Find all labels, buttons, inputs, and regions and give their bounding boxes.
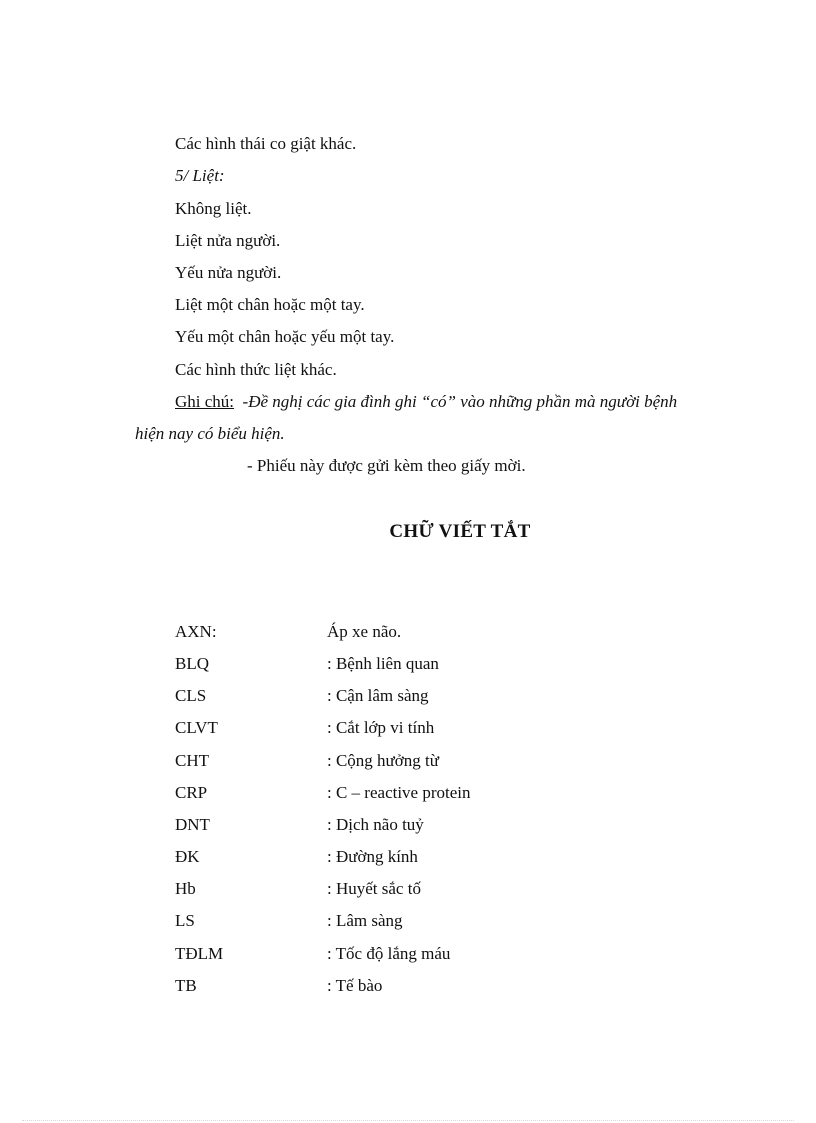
abbreviation-definition: : Cộng hưởng từ [327,751,439,770]
abbreviation-term: TĐLM [175,944,224,963]
abbreviation-term: BLQ [175,654,209,673]
abbreviation-term: CRP [175,783,208,802]
abbreviation-definition: : Tế bào [327,976,383,995]
note-text-part1: -Đề nghị các gia đình ghi “có” vào những phần mà người bệnh [242,392,678,411]
abbreviations-title: CHỮ VIẾT TẮT [389,521,531,542]
abbreviation-definition: : Dịch não tuỷ [327,815,424,834]
abbreviation-definition: : C – reactive protein [327,783,471,802]
note-line-1 [175,392,677,412]
abbreviation-definition: : Huyết sắc tố [327,879,421,898]
page-bottom-divider [22,1120,794,1121]
abbreviation-term: Hb [175,879,196,898]
other-seizure-line: Các hình thái co giật khác. [175,134,357,153]
paralysis-item: Các hình thức liệt khác. [175,360,337,379]
abbreviation-term: ĐK [175,847,200,866]
abbreviation-term: TB [175,976,197,995]
abbreviation-definition: : Cắt lớp vi tính [327,718,435,737]
abbreviation-term: CLVT [175,718,218,737]
abbreviation-term: CHT [175,751,209,770]
abbreviation-term: DNT [175,815,210,834]
paralysis-item: Liệt nửa người. [175,231,281,250]
note-text-part2: hiện nay có biểu hiện. [135,424,285,443]
paralysis-item: Liệt một chân hoặc một tay. [175,295,365,314]
note-label: Ghi chú: [175,392,235,411]
paralysis-item: Yếu một chân hoặc yếu một tay. [175,327,395,346]
paralysis-item: Không liệt. [175,199,252,218]
abbreviation-term: AXN: [175,622,217,641]
abbreviation-definition: Áp xe não. [327,622,402,641]
note-line-2: - Phiếu này được gửi kèm theo giấy mời. [247,456,526,475]
abbreviation-term: CLS [175,686,207,705]
abbreviation-term: LS [175,911,195,930]
abbreviation-definition: : Lâm sàng [327,911,403,930]
paralysis-item: Yếu nửa người. [175,263,282,282]
abbreviation-definition: : Bệnh liên quan [327,654,439,673]
abbreviation-definition: : Đường kính [327,847,418,866]
paralysis-heading: 5/ Liệt: [175,166,225,185]
abbreviation-definition: : Cận lâm sàng [327,686,429,705]
abbreviation-definition: : Tốc độ lắng máu [327,944,451,963]
